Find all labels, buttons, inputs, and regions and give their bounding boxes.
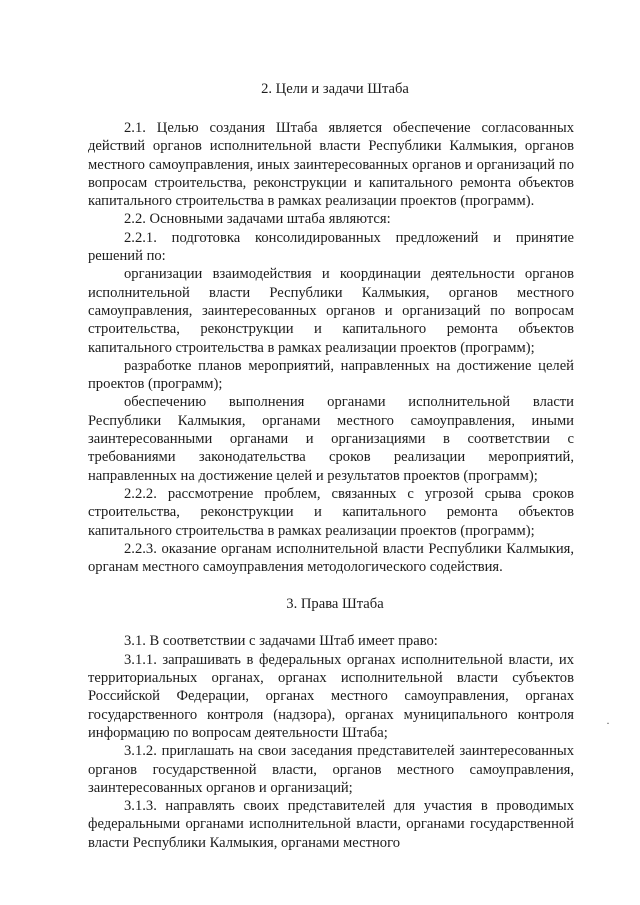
paragraph-3-1-1: 3.1.1. запрашивать в федеральных органах исполнительной власти, их территориальных органах, органах исполнительной власти субъектов Российской Федерации, органах местного самоуправления, органах государственного контроля (надзора), органах муниципального контроля информацию по вопросам деятельности Штаба;	[88, 651, 574, 741]
paragraph-plans: разработке планов мероприятий, направленных на достижение целей проектов (программ);	[88, 357, 574, 393]
section-3-title: 3. Права Штаба	[286, 596, 384, 613]
paragraph-coordination: организации взаимодействия и координации деятельности органов исполнительной власти Республики Калмыкия, органов местного самоуправления, заинтересованных органов и организаций по вопросам строительства, реконструкции и капитального ремонта объектов капитального строительства в рамках реализации проектов (программ);	[88, 266, 574, 356]
paragraph-deadlines: обеспечению выполнения органами исполнительной власти Республики Калмыкия, органами местного самоуправления, иными заинтересованными органами и организациями в соответствии с требованиями законодательства сроков реализации мероприятий, направленных на достижение целей и результатов проектов (программ);	[88, 394, 574, 484]
paragraph-3-1-2: 3.1.2. приглашать на свои заседания представителей заинтересованных органов государственной власти, органов местного самоуправления, заинтересованных органов и организаций;	[88, 743, 574, 796]
paragraph-2-1: 2.1. Целью создания Штаба является обеспечение согласованных действий органов исполнительной власти Республики Калмыкия, органов местного самоуправления, иных заинтересованных органов и организаций по вопросам строительства, реконструкции и капитального ремонта объектов капитального строительства в рамках реализации проектов (программ).	[88, 120, 574, 210]
paragraph-2-2-3: 2.2.3. оказание органам исполнительной власти Республики Калмыкия, органам местного самоуправления методологического содействия.	[88, 540, 574, 576]
paragraph-3-1-3: 3.1.3. направлять своих представителей для участия в проводимых федеральными органами исполнительной власти, органами государственной власти Республики Калмыкия, органами местного	[88, 798, 574, 851]
section-2-title: 2. Цели и задачи Штаба	[261, 81, 409, 97]
document-body	[88, 80, 574, 852]
paragraph-2-2-1: 2.2.1. подготовка консолидированных предложений и принятие решений по:	[88, 229, 574, 265]
paragraph-3-1: 3.1. В соответствии с задачами Штаб имеет право:	[124, 633, 438, 650]
margin-mark: ·	[606, 716, 610, 730]
paragraph-2-2-2: 2.2.2. рассмотрение проблем, связанных с угрозой срыва сроков строительства, реконструкции и капитального ремонта объектов капитального строительства в рамках реализации проектов (программ);	[88, 485, 574, 539]
paragraph-2-2: 2.2. Основными задачами штаба являются:	[124, 211, 391, 228]
